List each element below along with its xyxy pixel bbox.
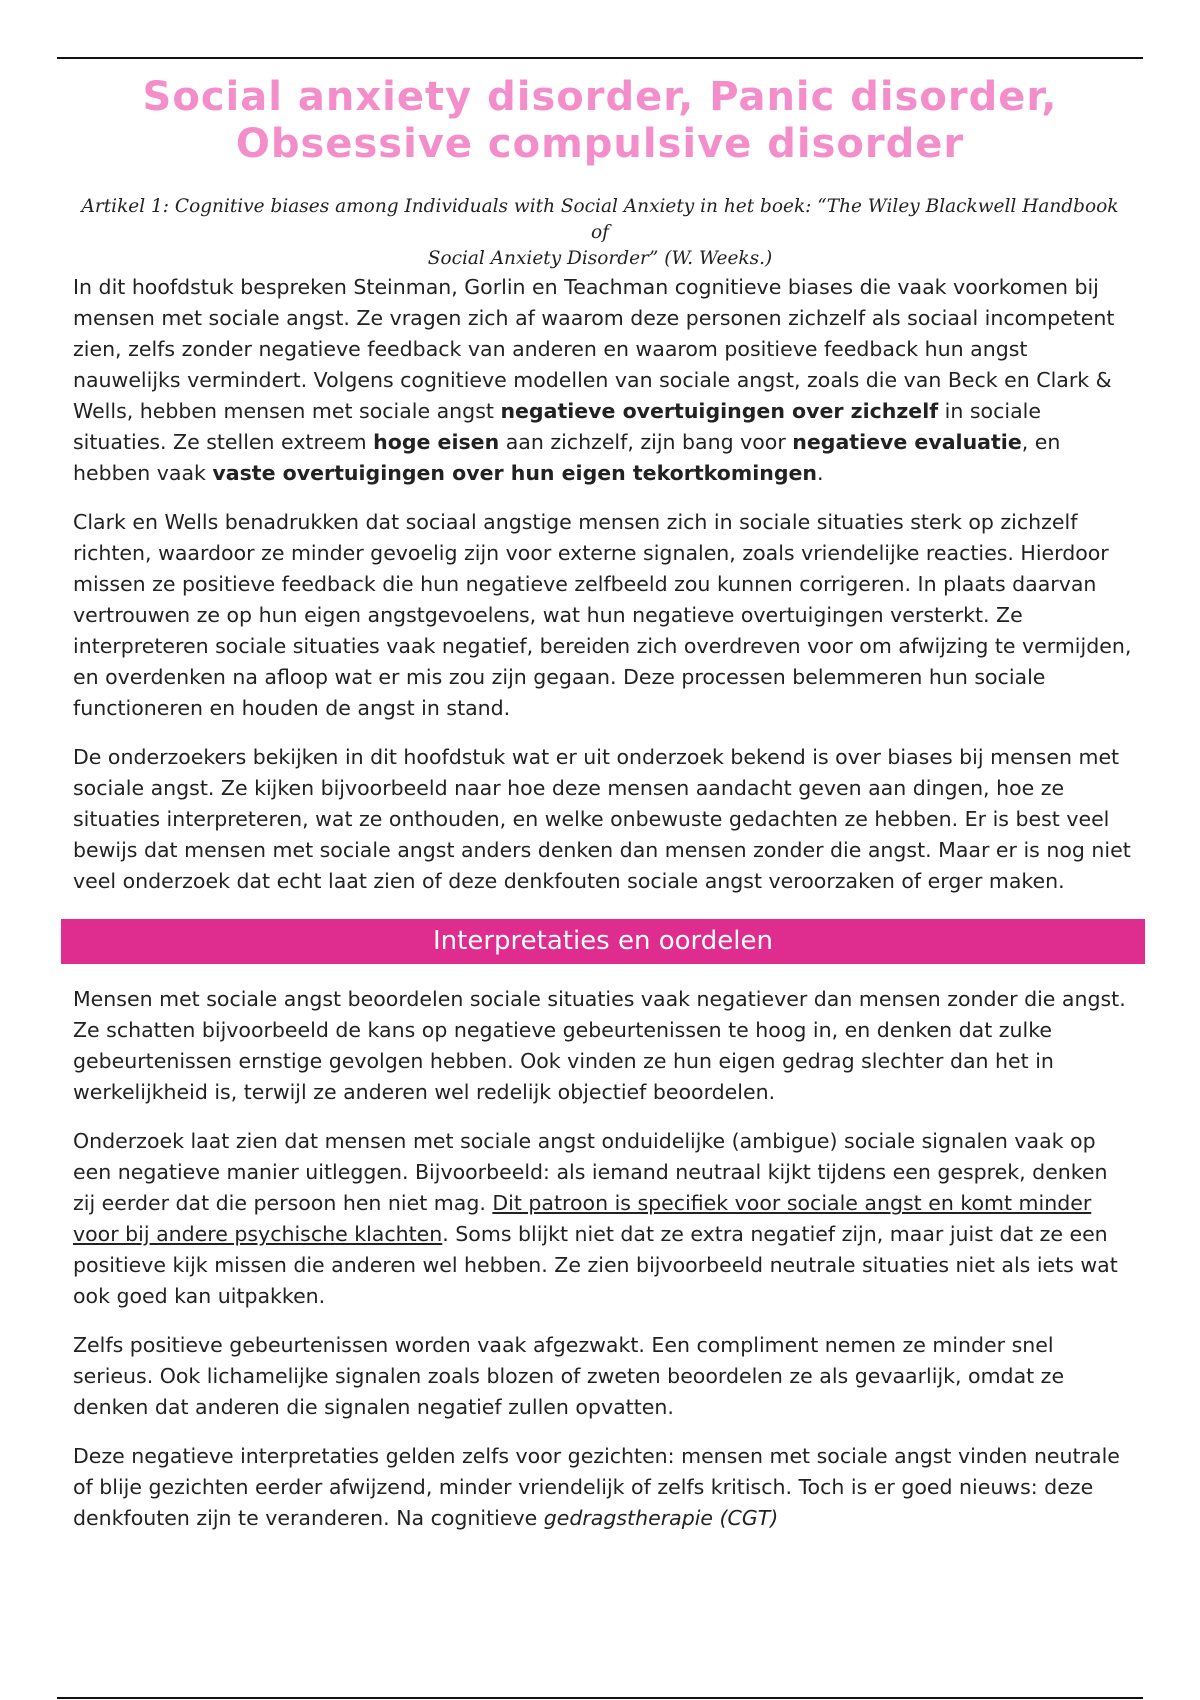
text-run: . Soms blijkt niet dat ze extra negatief zijn, maar juist dat ze een positieve kijk missen die anderen wel hebben. Ze zien bijvoorbeeld neutrale situaties niet als iets wat ook goed kan uitpakken.: [73, 1222, 1118, 1308]
text-run: Deze negatieve interpretaties gelden zelfs voor gezichten: mensen met sociale angst vinden neutrale of blije gezichten eerder afwijzend, minder vriendelijk of zelfs kritisch. Toch is er goed nieuws: deze denkfouten zijn te veranderen. Na cognitieve: [73, 1444, 1120, 1530]
bold-phrase: negatieve overtuigingen over zichzelf: [500, 399, 939, 423]
text-run: in sociale situaties. Ze stellen extreem: [73, 399, 1041, 454]
italic-phrase: gedragstherapie (CGT): [543, 1506, 779, 1530]
article-reference: [80, 194, 1120, 272]
text-run: , en hebben vaak: [73, 430, 1061, 485]
text-run: aan zichzelf, zijn bang voor: [499, 430, 793, 454]
text-run: .: [817, 461, 824, 485]
section-heading-interpretaties: Interpretaties en oordelen: [61, 919, 1145, 964]
intro-paragraph-2: Clark en Wells benadrukken dat sociaal angstige mensen zich in sociale situaties sterk op zichzelf richten, waardoor ze minder gevoelig zijn voor externe signalen, zoals vriendelijke reacties. Hierdoor missen ze positieve feedback die hun negatieve zelfbeeld zou kunnen corrigeren. In plaats daarvan vertrouwen ze op hun eigen angstgevoelens, wat hun negatieve overtuigingen versterkt. Ze interpreteren sociale situaties vaak negatief, bereiden zich overdreven voor om afwijzing te vermijden, en overdenken na afloop wat er mis zou zijn gegaan. Deze processen belemmeren hun sociale functioneren en houden de angst in stand.: [73, 510, 1132, 720]
bold-phrase: vaste overtuigingen over hun eigen tekortkomingen: [212, 461, 817, 485]
title-line-1: Social anxiety disorder, Panic disorder,: [142, 74, 1058, 120]
bold-phrase: negatieve evaluatie: [792, 430, 1022, 454]
title-line-2: Obsessive compulsive disorder: [235, 121, 965, 167]
article-reference-line-1: Artikel 1: Cognitive biases among Individuals with Social Anxiety in het boek: “The Wiley Blackwell Handbook of: [81, 196, 1119, 243]
page-title: [60, 74, 1140, 168]
section-paragraph-2: [73, 1126, 1133, 1312]
document-body: [73, 272, 1133, 1552]
section-paragraph-3: Zelfs positieve gebeurtenissen worden vaak afgezwakt. Een compliment nemen ze minder snel serieus. Ook lichamelijke signalen zoals blozen of zweten beoordelen ze als gevaarlijk, omdat ze denken dat anderen die signalen negatief zullen opvatten.: [73, 1333, 1065, 1419]
text-run: Onderzoek laat zien dat mensen met sociale angst onduidelijke (ambigue) sociale signalen vaak op een negatieve manier uitleggen. Bijvoorbeeld: als iemand neutraal kijkt tijdens een gesprek, denken zij eerder dat die persoon hen niet mag.: [73, 1129, 1108, 1215]
intro-paragraph-3: De onderzoekers bekijken in dit hoofdstuk wat er uit onderzoek bekend is over biases bij mensen met sociale angst. Ze kijken bijvoorbeeld naar hoe deze mensen aandacht geven aan dingen, hoe ze situaties interpreteren, wat ze onthouden, en welke onbewuste gedachten ze hebben. Er is best veel bewijs dat mensen met sociale angst anders denken dan mensen zonder die angst. Maar er is nog niet veel onderzoek dat echt laat zien of deze denkfouten sociale angst veroorzaken of erger maken.: [73, 745, 1131, 893]
top-rule: [57, 57, 1143, 59]
section-paragraph-4: [73, 1441, 1133, 1534]
article-reference-line-2: Social Anxiety Disorder” (W. Weeks.): [427, 248, 773, 269]
underlined-phrase: Dit patroon is specifiek voor sociale angst en komt minder voor bij andere psychische klachten: [73, 1191, 1092, 1246]
bold-phrase: hoge eisen: [373, 430, 500, 454]
text-run: In dit hoofdstuk bespreken Steinman, Gorlin en Teachman cognitieve biases die vaak voorkomen bij mensen met sociale angst. Ze vragen zich af waarom deze personen zichzelf als sociaal incompetent zien, zelfs zonder negatieve feedback van anderen en waarom positieve feedback hun angst nauwelijks vermindert. Volgens cognitieve modellen van sociale angst, zoals die van Beck en Clark & Wells, hebben mensen met sociale angst: [73, 275, 1115, 423]
bottom-rule: [57, 1697, 1143, 1699]
intro-paragraph-1: [73, 272, 1133, 489]
section-paragraph-1: Mensen met sociale angst beoordelen sociale situaties vaak negatiever dan mensen zonder die angst. Ze schatten bijvoorbeeld de kans op negatieve gebeurtenissen te hoog in, en denken dat zulke gebeurtenissen ernstige gevolgen hebben. Ook vinden ze hun eigen gedrag slechter dan het in werkelijkheid is, terwijl ze anderen wel redelijk objectief beoordelen.: [73, 987, 1126, 1104]
